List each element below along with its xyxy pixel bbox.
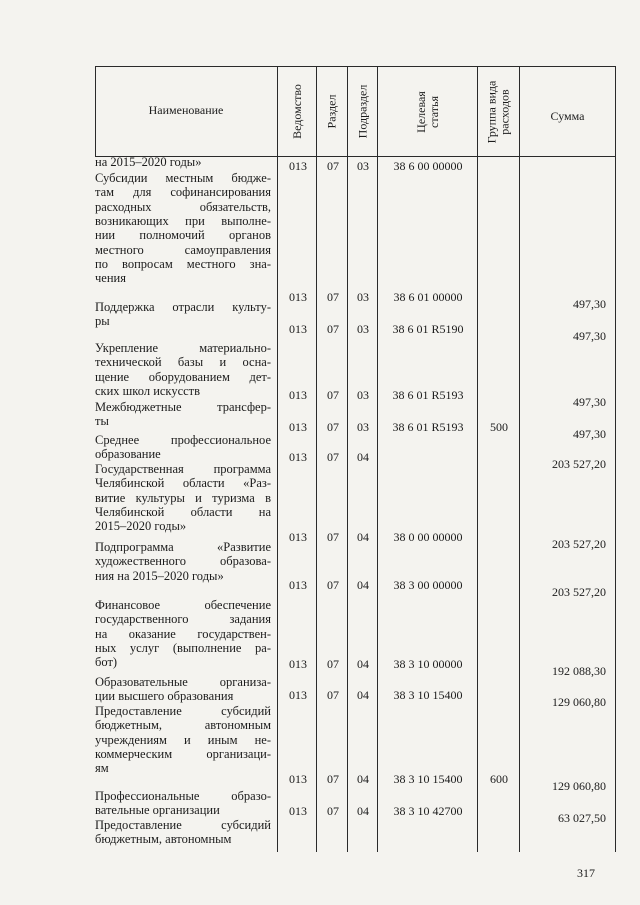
row-name-line: Государственная программа (95, 462, 271, 476)
row-gruppa: 500 (490, 420, 508, 434)
row-summa: 63 027,50 (558, 811, 606, 825)
header-name: Наименование (148, 103, 224, 117)
row-razdel: 07 (327, 159, 339, 173)
row-razdel: 07 (327, 290, 339, 304)
row-ved: 013 (289, 578, 307, 592)
row-name-line: ты (95, 414, 109, 429)
row-ved: 013 (289, 388, 307, 402)
row-name-line: технической базы и осна- (95, 355, 271, 370)
row-name-line: ям (95, 761, 109, 776)
row-name-line: возникающих при выполне- (95, 213, 271, 228)
row-name-line: Челябинской области «Раз- (95, 476, 271, 491)
row-ved: 013 (289, 657, 307, 671)
row-name-line: ции высшего образования (95, 689, 234, 704)
header-gruppa-line1: Группа вида (484, 80, 499, 143)
row-razdel: 07 (327, 688, 339, 702)
row-podrazdel: 03 (357, 420, 369, 434)
header-razdel-cell (317, 67, 347, 156)
row-name-line: щение оборудованием дет- (95, 369, 271, 384)
row-razdel: 07 (327, 530, 339, 544)
row-name-line: витие культуры и туризма в (95, 490, 271, 505)
row-name-line: Межбюджетные трансфер- (95, 400, 271, 414)
row-name-line: ния на 2015–2020 годы» (95, 568, 224, 583)
row-name-line: ры (95, 314, 110, 329)
column-border (377, 66, 378, 852)
row-name-line: местного самоуправления (95, 242, 271, 257)
header-celevaya (414, 91, 440, 133)
row-summa: 497,30 (573, 329, 606, 343)
header-podrazdel: Подраздел (355, 84, 370, 139)
row-name-line: Предоставление субсидий (95, 704, 271, 718)
row-name-line: бот) (95, 655, 118, 670)
row-name-line: образование (95, 447, 161, 462)
row-podrazdel: 04 (357, 450, 369, 464)
header-celevaya-line1: Целевая (413, 90, 428, 133)
header-celevaya-line2: статья (426, 95, 441, 128)
column-border (477, 66, 478, 852)
row-celevaya: 38 3 10 42700 (393, 804, 463, 818)
column-border (615, 66, 616, 852)
row-name-line: Подпрограмма «Развитие (95, 540, 271, 554)
row-name-line: бюджетным, автономным (95, 718, 271, 733)
header-ved: Ведомство (289, 84, 304, 139)
row-name-line: Поддержка отрасли культу- (95, 300, 271, 314)
row-ved: 013 (289, 322, 307, 336)
row-celevaya: 38 3 10 15400 (393, 688, 463, 702)
row-name-line: коммерческим организаци- (95, 746, 271, 761)
row-ved: 013 (289, 420, 307, 434)
row-name-line: Образовательные организа- (95, 675, 271, 689)
row-celevaya: 38 3 10 15400 (393, 772, 463, 786)
column-border (347, 66, 348, 852)
row-name-line: Предоставление субсидий (95, 818, 271, 832)
row-razdel: 07 (327, 388, 339, 402)
row-name-line: художественного образова- (95, 554, 271, 569)
row-name-line: учреждениям и иным не- (95, 732, 271, 747)
row-summa: 192 088,30 (552, 664, 606, 678)
row-ved: 013 (289, 804, 307, 818)
row-ved: 013 (289, 688, 307, 702)
row-ved: 013 (289, 290, 307, 304)
row-name-line: на оказание государствен- (95, 626, 271, 641)
row-celevaya: 38 3 10 00000 (393, 657, 463, 671)
row-celevaya: 38 6 01 R5190 (392, 322, 464, 336)
column-border (316, 66, 317, 852)
row-celevaya: 38 0 00 00000 (393, 530, 463, 544)
row-name-line: ных услуг (выполнение ра- (95, 640, 271, 655)
row-name-line: Субсидии местным бюдже- (95, 171, 271, 185)
row-name-line: Укрепление материально- (95, 341, 271, 355)
header-celevaya-cell (378, 67, 477, 156)
row-podrazdel: 04 (357, 772, 369, 786)
row-summa: 203 527,20 (552, 537, 606, 551)
row-ved: 013 (289, 530, 307, 544)
row-ved: 013 (289, 159, 307, 173)
row-razdel: 07 (327, 420, 339, 434)
row-celevaya: 38 6 01 R5193 (392, 420, 464, 434)
row-name-line: Финансовое обеспечение (95, 598, 271, 612)
row-summa: 203 527,20 (552, 585, 606, 599)
row-summa: 129 060,80 (552, 695, 606, 709)
row-name-line: чения (95, 271, 126, 286)
row-name-line: там для софинансирования (95, 185, 271, 200)
row-podrazdel: 03 (357, 388, 369, 402)
header-summa: Сумма (550, 109, 585, 123)
row-razdel: 07 (327, 804, 339, 818)
row-podrazdel: 04 (357, 578, 369, 592)
row-celevaya: 38 3 00 00000 (393, 578, 463, 592)
row-name-line: по вопросам местного зна- (95, 256, 271, 271)
row-name-line: государственного задания (95, 612, 271, 627)
row-podrazdel: 04 (357, 530, 369, 544)
row-summa: 129 060,80 (552, 779, 606, 793)
row-podrazdel: 04 (357, 688, 369, 702)
row-celevaya: 38 6 01 R5193 (392, 388, 464, 402)
row-razdel: 07 (327, 322, 339, 336)
header-gruppa-line2: расходов (497, 88, 512, 135)
header-ved-cell (278, 67, 316, 156)
row-ved: 013 (289, 450, 307, 464)
row-razdel: 07 (327, 450, 339, 464)
row-podrazdel: 04 (357, 804, 369, 818)
row-celevaya: 38 6 01 00000 (393, 290, 463, 304)
row-name-line: вательные организации (95, 803, 220, 818)
row-name-line: расходных обязательств, (95, 199, 271, 214)
row-name-line: Челябинской области на (95, 504, 271, 519)
header-gruppa-cell (478, 67, 519, 156)
row-summa: 497,30 (573, 427, 606, 441)
row-summa: 497,30 (573, 395, 606, 409)
row-name-line: бюджетным, автономным (95, 832, 232, 847)
header-podrazdel-cell (348, 67, 377, 156)
row-summa: 497,30 (573, 297, 606, 311)
row-name-line: на 2015–2020 годы» (95, 155, 202, 169)
row-name-line: нии полномочий органов (95, 228, 271, 243)
row-ved: 013 (289, 772, 307, 786)
row-summa: 203 527,20 (552, 457, 606, 471)
row-name-line: Профессиональные образо- (95, 789, 271, 803)
row-podrazdel: 03 (357, 159, 369, 173)
row-gruppa: 600 (490, 772, 508, 786)
row-celevaya: 38 6 00 00000 (393, 159, 463, 173)
header-razdel: Раздел (324, 94, 339, 129)
row-name-line: 2015–2020 годы» (95, 519, 187, 534)
column-border (277, 66, 278, 852)
page-number: 317 (577, 866, 595, 880)
row-name-line: Среднее профессиональное (95, 433, 271, 447)
row-podrazdel: 03 (357, 290, 369, 304)
row-podrazdel: 03 (357, 322, 369, 336)
row-name-line: ских школ искусств (95, 383, 201, 398)
row-razdel: 07 (327, 657, 339, 671)
header-gruppa (486, 80, 512, 143)
row-podrazdel: 04 (357, 657, 369, 671)
row-razdel: 07 (327, 578, 339, 592)
row-razdel: 07 (327, 772, 339, 786)
